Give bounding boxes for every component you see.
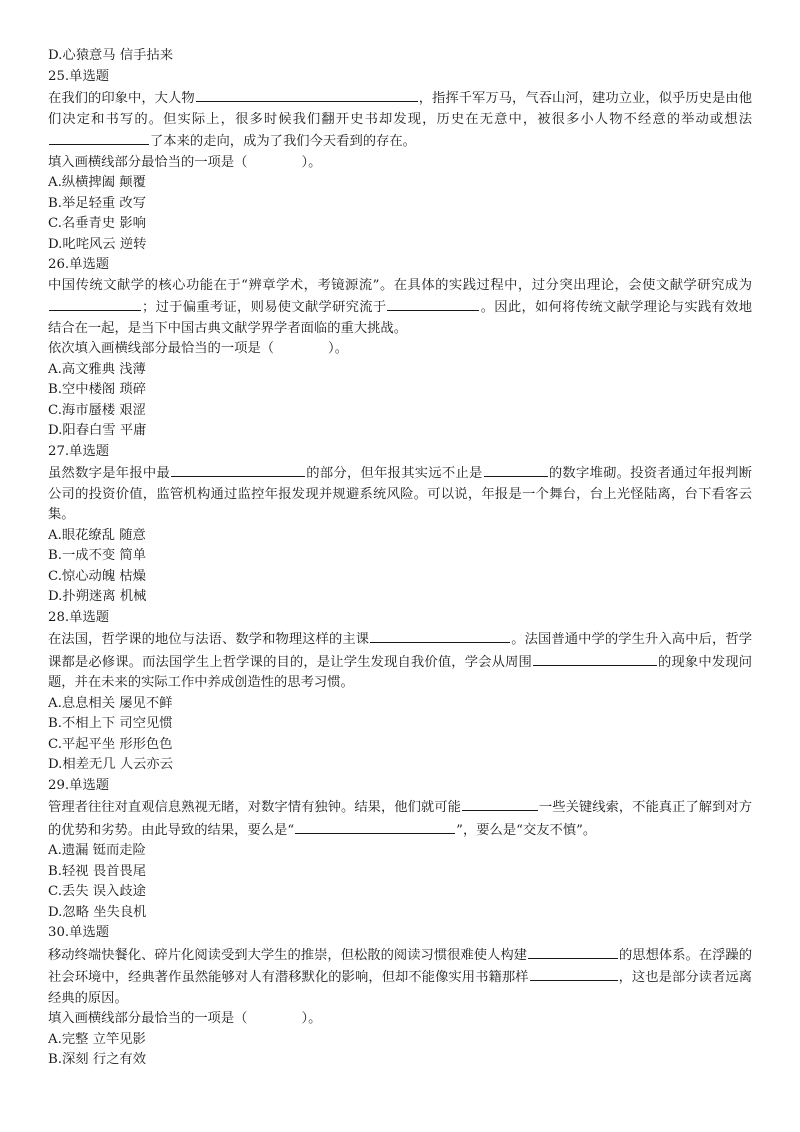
stem-text: 在我们的印象中，大人物 <box>48 91 195 106</box>
blank-line <box>533 651 657 666</box>
option-c: C.惊心动魄 枯燥 <box>48 568 146 584</box>
question-29 <box>48 776 752 924</box>
option-d: D.忽略 坐失良机 <box>48 904 147 920</box>
option-b: B.不相上下 司空见惯 <box>48 716 173 731</box>
stem-text: 的思想体系。在浮躁的社会环境中，经典著作虽然能够对人有潜移默化的影响，但却不能像实用书籍那样 <box>48 947 753 985</box>
blank-line <box>49 130 149 145</box>
option-b: B.轻视 畏首畏尾 <box>48 863 147 879</box>
stem-text: 。因此，如何将传统文献学理论与实践有效地结合在一起，是当下中国古典文献学界学者面临的重大挑战。 <box>48 300 753 336</box>
option-a: A.高文雅典 浅薄 <box>48 361 146 377</box>
question-28 <box>48 608 752 776</box>
stem-text: 的部分，但年报其实远不止是 <box>306 466 483 481</box>
question-header: 28.单选题 <box>48 609 110 625</box>
blank-line <box>370 628 510 643</box>
stem-text: ，这也是部分读者远离经典的原因。 <box>48 970 753 1006</box>
prompt-text: 填入画横线部分最恰当的一项是（ <box>48 1011 248 1026</box>
option-d: D.阳春白雪 平庸 <box>48 423 147 438</box>
option-c: C.丢失 误入歧途 <box>48 884 146 899</box>
question-stem <box>48 276 752 340</box>
stem-text: 管理者往往对直观信息熟视无睹，对数字情有独钟。结果，他们就可能 <box>48 800 461 815</box>
option-a: A.眼花缭乱 随意 <box>48 527 146 543</box>
stem-text: ”，要么是“交友不慎”。 <box>456 822 597 838</box>
question-header: 26.单选题 <box>48 257 110 272</box>
question-stem <box>48 628 752 694</box>
option-d-prev: D.心猿意马 信手拈来 <box>48 48 174 63</box>
question-prompt <box>48 339 752 360</box>
question-26 <box>48 255 752 442</box>
stem-text: 的数字堆砌。投资者通过年报判断公司的投资价值，监管机构通过监控年报发现并规避系统风险。可以说，年报是一个舞台，台上光怪陆离，台下看客云集。 <box>48 466 753 522</box>
option-d: D.叱咤风云 逆转 <box>48 236 147 252</box>
option-c: C.平起平坐 形形色色 <box>48 736 173 752</box>
prompt-text: 依次填入画横线部分最恰当的一项是（ <box>48 341 275 356</box>
question-header: 29.单选题 <box>48 777 110 793</box>
question-stem <box>48 796 752 841</box>
blank-line <box>196 87 418 102</box>
blank-line <box>484 462 548 477</box>
blank-line <box>387 296 479 311</box>
blank-line <box>530 966 618 981</box>
question-header: 30.单选题 <box>48 925 110 940</box>
option-a: A.息息相关 屡见不鲜 <box>48 695 173 711</box>
question-25 <box>48 67 752 256</box>
stem-text: 移动终端快餐化、碎片化阅读受到大学生的推崇，但松散的阅读习惯很难使人构建 <box>48 947 527 963</box>
question-stem <box>48 944 752 1010</box>
stem-text: 虽然数字是年报中最 <box>48 466 171 481</box>
option-a: A.遗漏 铤而走险 <box>48 843 146 858</box>
option-b: B.深刻 行之有效 <box>48 1052 147 1067</box>
prompt-text: 填入画横线部分最恰当的一项是（ <box>48 154 248 170</box>
option-a: A.完整 立竿见影 <box>48 1031 146 1047</box>
question-prompt <box>48 1009 752 1030</box>
exam-page <box>48 46 752 1071</box>
question-stem <box>48 462 752 526</box>
option-b: B.举足轻重 改写 <box>48 195 147 211</box>
option-d: D.扑朔迷离 机械 <box>48 589 147 604</box>
stem-text: 了本来的走向，成为了我们今天看到的存在。 <box>150 134 416 149</box>
option-a: A.纵横捭阖 颠覆 <box>48 175 146 190</box>
stem-text: 在法国，哲学课的地位与法语、数学和物理这样的主课 <box>48 632 370 647</box>
prompt-text: ）。 <box>328 341 348 356</box>
question-30 <box>48 923 752 1071</box>
option-d: D.相差无几 人云亦云 <box>48 757 174 772</box>
option-c: C.海市蜃楼 艰涩 <box>48 402 146 418</box>
blank-line <box>171 462 305 477</box>
blank-line <box>295 819 455 834</box>
option-c: C.名垂青史 影响 <box>48 216 146 231</box>
stem-text: 。法国普通中学的学生升入高中后，哲学课都是必修课。而法国学生上哲学课的目的，是让学生发现自我价值，学会从周围 <box>48 632 753 670</box>
question-stem <box>48 87 752 153</box>
option-b: B.一成不变 简单 <box>48 548 147 563</box>
stem-text: ；过于偏重考证，则易使文献学研究流于 <box>142 300 387 315</box>
blank-line <box>528 944 618 959</box>
stem-text: 一些关键线索，不能真正了解到对方的优势和劣势。由此导致的结果，要么是“ <box>48 800 753 838</box>
question-header: 25.单选题 <box>48 68 110 84</box>
stem-text: 的现象中发现问题，并在未来的实际工作中养成创造性的思考习惯。 <box>48 654 752 690</box>
stem-text: 中国传统文献学的核心功能在于“辨章学术，考镜源流”。在具体的实践过程中，过分突出理论，会使文献学研究成为 <box>48 277 752 293</box>
blank-line <box>49 296 141 311</box>
blank-line <box>462 796 538 811</box>
question-header: 27.单选题 <box>48 443 110 459</box>
option-b: B.空中楼阁 琐碎 <box>48 382 147 397</box>
stem-text: ，指挥千军万马，气吞山河，建功立业，似乎历史是由他们决定和书写的。但实际上，很多时候我们翻开史书却发现，历史在无意中，被很多小人物不经意的举动或想法 <box>48 91 753 127</box>
question-27 <box>48 442 752 608</box>
question-prompt <box>48 153 752 174</box>
prompt-text: ）。 <box>301 154 322 170</box>
prompt-text: ）。 <box>301 1011 322 1026</box>
